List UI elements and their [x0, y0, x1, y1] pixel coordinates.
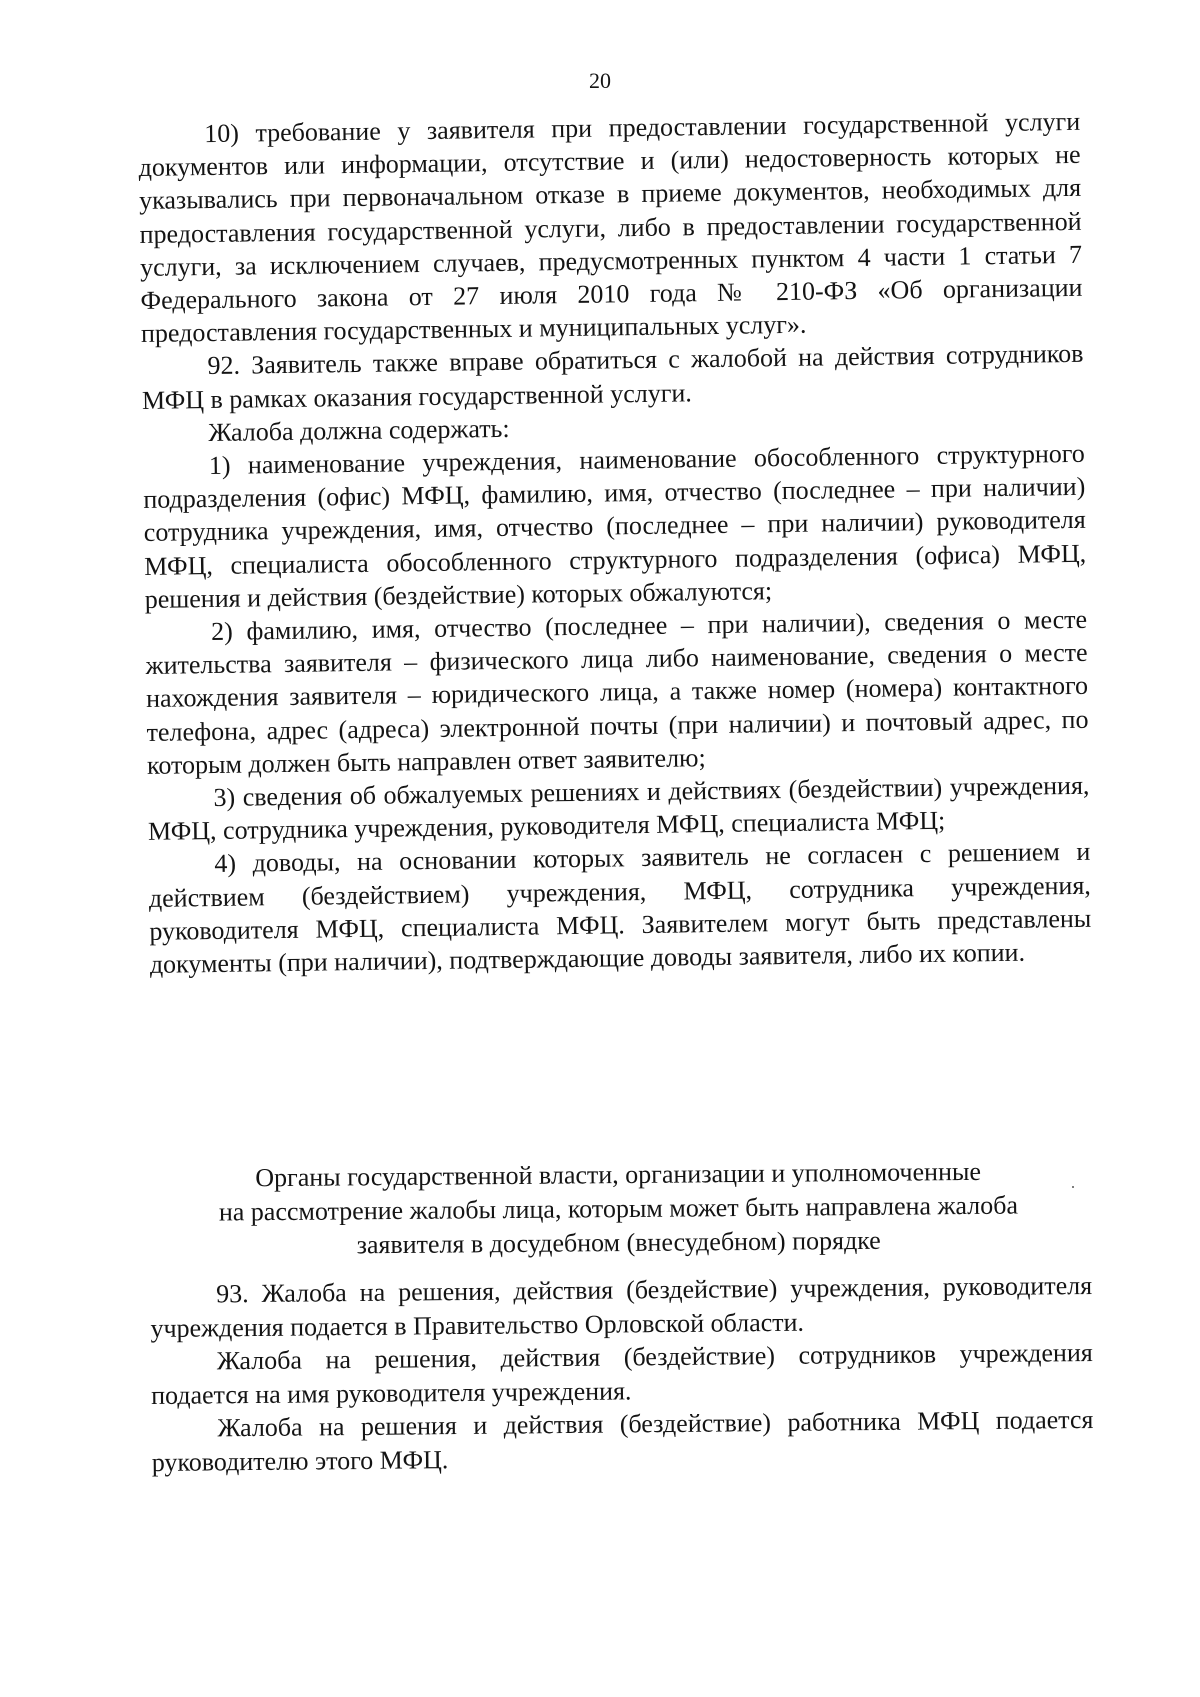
paragraph-item-1: 1) наименование учреждения, наименование обособленного структурного подразделения (офис) МФЦ, фамилию, имя, отчество (последнее – при наличии) сотрудника учреждения, имя, отчество (последнее – при наличии) руководителя МФЦ, специалиста обособленного структурного подразделения (офиса) МФЦ, решения и действия (бездействие) которых обжалуются;: [143, 438, 1087, 614]
heading-line: на рассмотрение жалобы лица, которым может быть направлена жалоба: [218, 1190, 1019, 1227]
heading-line: заявителя в досудебном (внесудебном) порядке: [356, 1225, 881, 1260]
paragraph-item-10: 10) требование у заявителя при предоставлении государственной услуги документов или информации, отсутствие и (или) недостоверность которых не указывались при первоначальном отказе в приеме документов, необходимых для предоставления государственной услуги, либо в предоставлении государственной услуги, за исключением случаев, предусмотренных пунктом 4 части 1 статьи 7 Федерального закона от 27 июля 2010 года № 210-ФЗ «Об организации предоставления государственных и муниципальных услуг».: [138, 106, 1083, 349]
section-heading: [168, 1154, 1069, 1264]
paragraph-complaint-contents: Жалоба должна содержать:: [208, 413, 510, 447]
paragraph-item-3: 3) сведения об обжалуемых решениях и действиях (бездействии) учреждения, МФЦ, сотрудника учреждения, руководителя МФЦ, специалиста МФЦ;: [147, 770, 1090, 847]
scan-speck: [1072, 1186, 1074, 1188]
paragraph-item-4: 4) доводы, на основании которых заявитель не согласен с решением и действием (бездействием) учреждения, МФЦ, сотрудника учреждения, руководителя МФЦ, специалиста МФЦ. Заявителем могут быть представлены документы (при наличии), подтверждающие доводы заявителя, либо их копии.: [148, 837, 1092, 979]
document-body-tail: [150, 1269, 1094, 1479]
heading-line: Органы государственной власти, организации и уполномоченные: [255, 1156, 982, 1193]
paragraph-complaint-mfc: Жалоба на решения и действия (бездействие) работника МФЦ подается руководителю этого МФЦ.: [151, 1404, 1094, 1477]
document-body: [138, 105, 1092, 981]
paragraph-92: 92. Заявитель также вправе обратиться с жалобой на действия сотрудников МФЦ в рамках оказания государственной услуги.: [141, 339, 1084, 415]
paragraph-complaint-staff: Жалоба на решения, действия (бездействие) сотрудников учреждения подается на имя руководителя учреждения.: [150, 1337, 1093, 1410]
page-number: 20: [589, 68, 611, 93]
paragraph-93: 93. Жалоба на решения, действия (бездействие) учреждения, руководителя учреждения подается в Правительство Орловской области.: [150, 1270, 1093, 1343]
paragraph-item-2: 2) фамилию, имя, отчество (последнее – при наличии), сведения о месте жительства заявителя – физического лица либо наименование, сведения о месте нахождения заявителя – юридического лица, а также номер (номера) контактного телефона, адрес (адреса) электронной почты (при наличии) и почтовый адрес, по которым должен быть направлен ответ заявителю;: [145, 604, 1089, 780]
